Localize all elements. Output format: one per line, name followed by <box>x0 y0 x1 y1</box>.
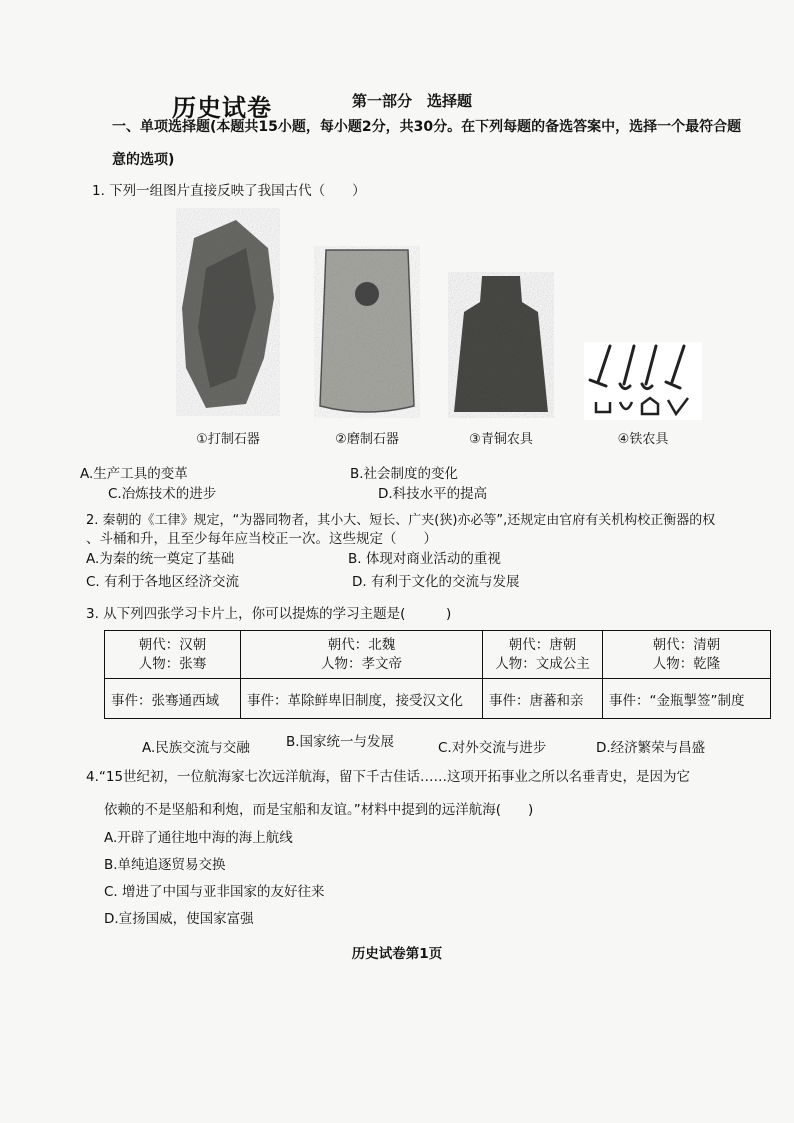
iron-farm-tools-image <box>584 342 702 420</box>
card-beiwei-dynasty: 朝代：北魏 <box>327 636 396 653</box>
q1-option-b[interactable]: B.社会制度的变化 <box>350 466 459 482</box>
q1-option-d[interactable]: D.科技水平的提高 <box>378 486 488 502</box>
q3-stem: 3. 从下列四张学习卡片上，你可以提炼的学习主题是( ) <box>86 606 452 622</box>
q2-option-c[interactable]: C. 有利于各地区经济交流 <box>86 574 240 590</box>
card-tang-person: 人物：文成公主 <box>495 655 590 672</box>
q3-option-d[interactable]: D.经济繁荣与昌盛 <box>596 740 706 756</box>
q4-option-b[interactable]: B.单纯追逐贸易交换 <box>104 857 226 873</box>
card-tang-dynasty: 朝代：唐朝 <box>508 636 577 653</box>
card-han-dynasty: 朝代：汉朝 <box>138 636 207 653</box>
q2-option-b[interactable]: B. 体现对商业活动的重视 <box>348 551 501 567</box>
q1-stem: 1. 下列一组图片直接反映了我国古代（ ） <box>92 183 366 199</box>
chipped-stone-tool-image <box>176 208 280 416</box>
card-beiwei <box>241 631 483 679</box>
card-tang-event: 事件：唐蕃和亲 <box>483 679 603 719</box>
caption-polished-stone: ②磨制石器 <box>335 432 399 447</box>
q2-stem-line1: 2. 秦朝的《工律》规定，“为器同物者，其小大、短长、广夹(狭)亦必等”,还规定由官府有关机构校正衡器的权 <box>86 513 716 528</box>
q3-option-c[interactable]: C.对外交流与进步 <box>438 740 547 756</box>
card-qing-person: 人物：乾隆 <box>652 655 721 672</box>
q2-option-a[interactable]: A.为秦的统一奠定了基础 <box>86 551 235 567</box>
q3-option-a[interactable]: A.民族交流与交融 <box>142 740 250 756</box>
card-beiwei-event: 事件：革除鲜卑旧制度，接受汉文化 <box>241 679 483 719</box>
section-instruction-line1: 一、单项选择题(本题共15小题，每小题2分，共30分。在下列每题的备选答案中，选择一个最符合题 <box>112 119 742 135</box>
caption-chipped-stone: ①打制石器 <box>196 432 260 447</box>
page-footer: 历史试卷第1页 <box>351 946 443 962</box>
q4-stem-line2: 依赖的不是坚船和利炮，而是宝船和友谊。”材料中提到的远洋航海( ) <box>104 802 534 818</box>
card-qing-dynasty: 朝代：清朝 <box>652 636 721 653</box>
q4-option-c[interactable]: C. 增进了中国与亚非国家的友好往来 <box>104 884 325 900</box>
q2-option-d[interactable]: D. 有利于文化的交流与发展 <box>352 574 520 590</box>
q4-option-a[interactable]: A.开辟了通往地中海的海上航线 <box>104 830 293 846</box>
section-instruction-line2: 意的选项) <box>112 152 175 168</box>
card-han-event: 事件：张骞通西域 <box>105 679 241 719</box>
q4-stem-line1: 4.“15世纪初，一位航海家七次远洋航海，留下千古佳话……这项开拓事业之所以名垂青史，是因为它 <box>86 769 691 785</box>
bronze-farm-tool-image <box>448 272 554 418</box>
card-beiwei-person: 人物：孝文帝 <box>321 655 402 672</box>
q1-option-a[interactable]: A.生产工具的变革 <box>80 466 188 482</box>
caption-bronze-tool: ③青铜农具 <box>469 432 533 447</box>
card-han-person: 人物：张骞 <box>138 655 207 672</box>
caption-iron-tool: ④铁农具 <box>617 432 669 447</box>
q1-option-c[interactable]: C.冶炼技术的进步 <box>108 486 217 502</box>
card-qing-event: 事件：“金瓶掣签”制度 <box>603 679 771 719</box>
q4-option-d[interactable]: D.宣扬国威，使国家富强 <box>104 911 254 927</box>
polished-stone-tool-image <box>314 246 420 418</box>
q2-stem-line2: 、斗桶和升，且至少每年应当校正一次。这些规定（ ） <box>86 531 437 547</box>
q3-option-b[interactable]: B.国家统一与发展 <box>286 734 395 750</box>
card-qing <box>603 631 771 679</box>
exam-title: 历史试卷 <box>172 94 272 122</box>
learning-cards-table <box>104 630 770 718</box>
part-heading: 第一部分 选择题 <box>352 92 473 110</box>
card-han <box>105 631 241 679</box>
card-tang <box>483 631 603 679</box>
